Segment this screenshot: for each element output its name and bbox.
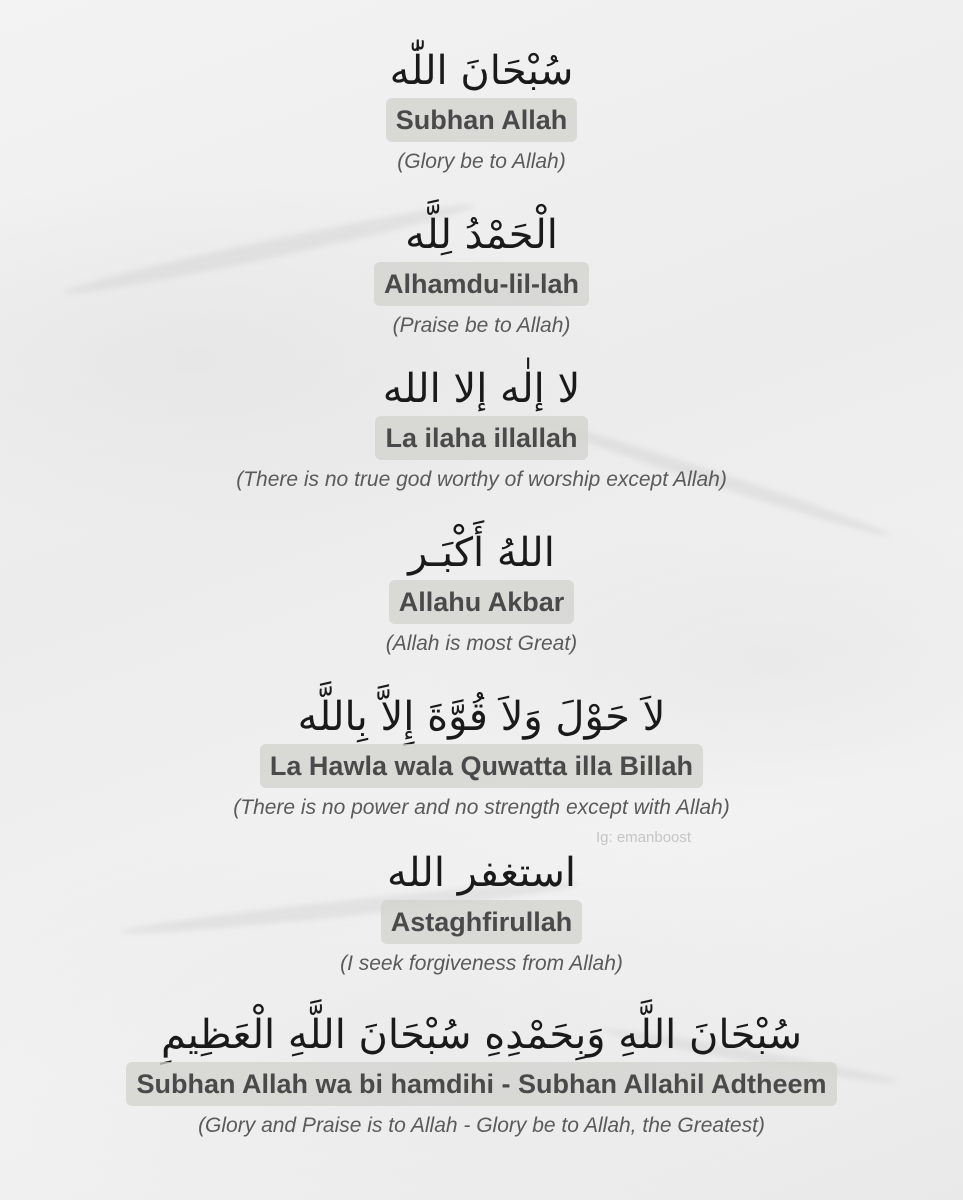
transliteration-label: Subhan Allah wa bi hamdihi - Subhan Allahil Adtheem: [126, 1062, 836, 1106]
transliteration-label: La Hawla wala Quwatta illa Billah: [260, 744, 703, 788]
dhikr-item-la-ilaha-illallah: [0, 364, 963, 494]
arabic-text: سُبْحَانَ اللَّهِ وَبِحَمْدِهِ سُبْحَانَ اللَّهِ الْعَظِيمِ: [161, 1012, 802, 1058]
dhikr-item-subhan-allah: [0, 46, 963, 176]
translation-text: (There is no power and no strength except with Allah): [233, 796, 730, 819]
arabic-text: اللهُ أَكْبَـر: [408, 530, 555, 576]
transliteration-label: Allahu Akbar: [389, 580, 575, 624]
dhikr-item-la-hawla: [0, 692, 963, 822]
transliteration-label: Astaghfirullah: [381, 900, 583, 944]
transliteration-label: La ilaha illallah: [375, 416, 587, 460]
dhikr-item-allahu-akbar: [0, 528, 963, 658]
watermark-handle: Ig: emanboost: [596, 829, 692, 846]
transliteration-label: Alhamdu-lil-lah: [374, 262, 589, 306]
dhikr-item-alhamdulillah: [0, 210, 963, 340]
translation-text: (Allah is most Great): [385, 632, 578, 655]
arabic-text: الْحَمْدُ لِلَّه: [405, 212, 558, 258]
arabic-text: استغفر الله: [386, 850, 576, 896]
dhikr-item-astaghfirullah: [0, 848, 963, 978]
translation-text: (Glory and Praise is to Allah - Glory be to Allah, the Greatest): [198, 1114, 765, 1137]
translation-text: (I seek forgiveness from Allah): [340, 952, 623, 975]
transliteration-label: Subhan Allah: [386, 98, 578, 142]
translation-text: (Glory be to Allah): [397, 150, 566, 173]
dhikr-item-subhan-allah-wa-bihamdihi: [0, 1010, 963, 1140]
translation-text: (Praise be to Allah): [392, 314, 571, 337]
arabic-text: سُبْحَانَ اللّٰه: [389, 48, 574, 94]
translation-text: (There is no true god worthy of worship except Allah): [236, 468, 727, 491]
arabic-text: لاَ حَوْلَ وَلاَ قُوَّةَ إِلاَّ بِاللَّه: [297, 694, 666, 740]
arabic-text: لا إلٰه إلا الله: [382, 366, 581, 412]
